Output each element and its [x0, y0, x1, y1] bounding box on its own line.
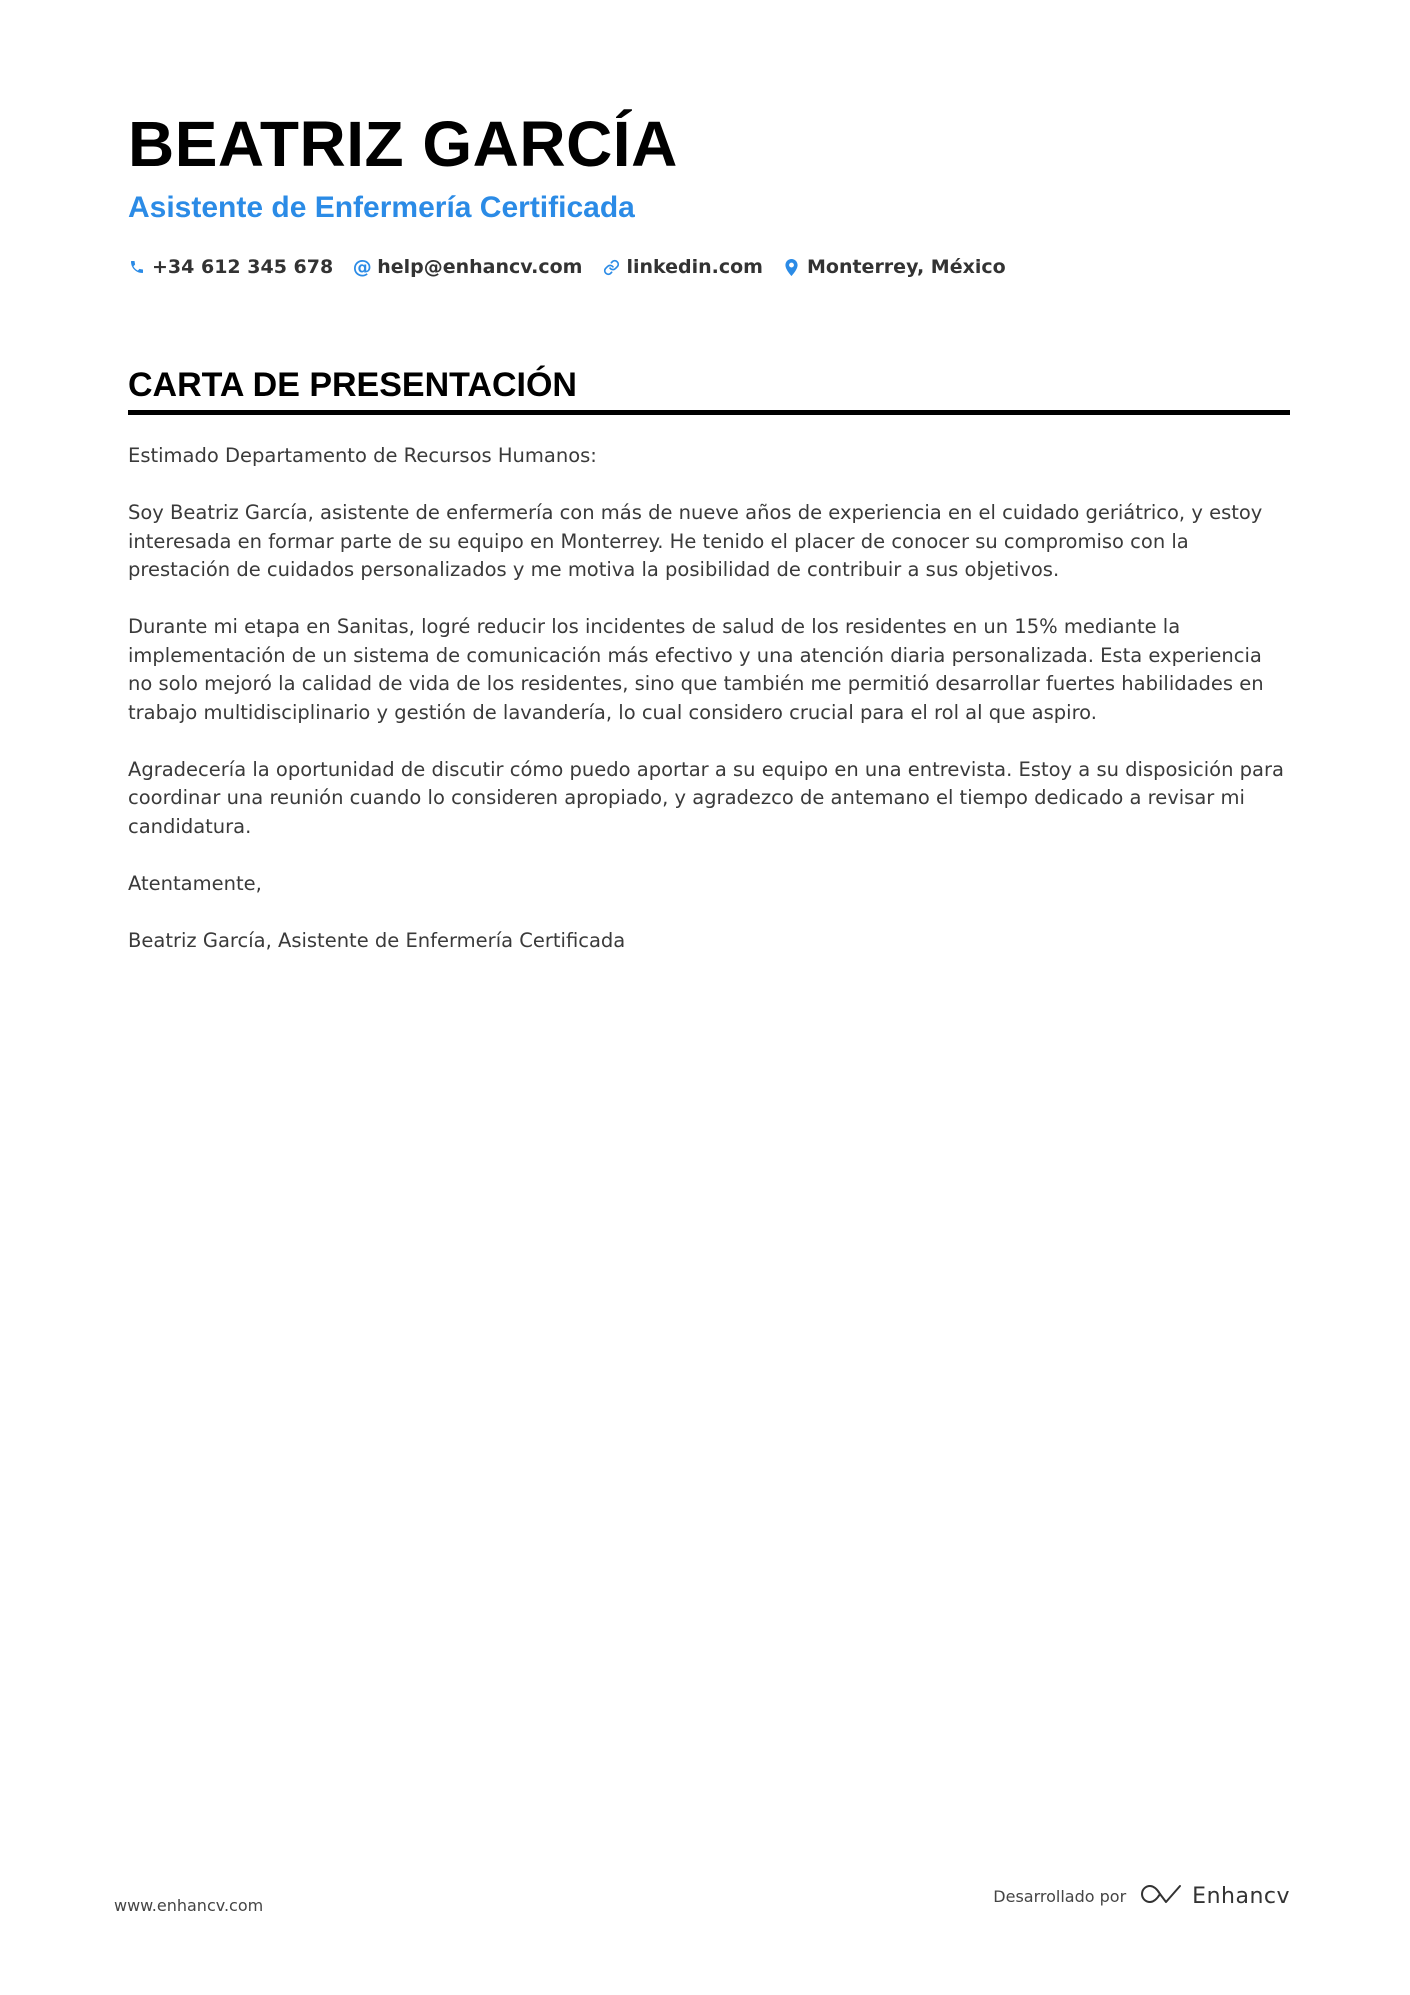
phone-icon: [128, 258, 146, 276]
brand-name: Enhancv: [1192, 1883, 1290, 1909]
contact-linkedin[interactable]: [602, 256, 763, 278]
link-icon: [602, 258, 620, 276]
contact-bar: [128, 256, 1006, 278]
powered-by-label: Desarrollado por: [993, 1886, 1127, 1906]
letter-body: [128, 442, 1290, 984]
brand-logo[interactable]: [1138, 1882, 1290, 1910]
job-title: Asistente de Enfermería Certificada: [128, 191, 635, 224]
letter-paragraph: Agradecería la oportunidad de discutir cómo puedo aportar a su equipo en una entrevista. Estoy a su disposición para coordinar una reunión cuando lo consideren apropiado, y agradezco de antemano el tiempo dedicado a revisar mi candidatura.: [128, 757, 1284, 838]
section-divider: [128, 410, 1290, 415]
candidate-name: BEATRIZ GARCÍA: [128, 108, 678, 180]
contact-email[interactable]: [353, 256, 582, 278]
letter-paragraph: Durante mi etapa en Sanitas, logré reducir los incidentes de salud de los residentes en un 15% mediante la implementación de un sistema de comunicación más efectivo y una atención diaria personalizada. Esta experiencia no solo mejoró la calidad de vida de los residentes, sino que también me permitió desarrollar fuertes habilidades en trabajo multidisciplinario y gestión de lavandería, lo cual considero crucial para el rol al que aspiro.: [128, 615, 1264, 724]
section-title: CARTA DE PRESENTACIÓN: [128, 366, 577, 404]
letter-greeting: Estimado Departamento de Recursos Humanos:: [128, 444, 597, 467]
footer-website[interactable]: www.enhancv.com: [114, 1896, 264, 1915]
contact-location: [783, 256, 1006, 278]
email-text[interactable]: help@enhancv.com: [377, 256, 583, 278]
contact-phone: [128, 256, 333, 278]
linkedin-text[interactable]: linkedin.com: [626, 256, 763, 278]
phone-text: +34 612 345 678: [152, 256, 334, 278]
at-icon: @: [352, 256, 372, 278]
letter-paragraph: Soy Beatriz García, asistente de enfermería con más de nueve años de experiencia en el cuidado geriátrico, y estoy interesada en formar parte de su equipo en Monterrey. He tenido el placer de conocer su compromiso con la prestación de cuidados personalizados y me motiva la posibilidad de contribuir a sus objetivos.: [128, 501, 1263, 581]
letter-signature: Beatriz García, Asistente de Enfermería Certificada: [128, 928, 626, 952]
footer-branding: [993, 1882, 1290, 1910]
location-pin-icon: [783, 258, 801, 276]
location-text: Monterrey, México: [806, 256, 1006, 278]
letter-closing: Atentamente,: [128, 871, 262, 895]
enhancv-logo-icon: [1138, 1882, 1184, 1910]
